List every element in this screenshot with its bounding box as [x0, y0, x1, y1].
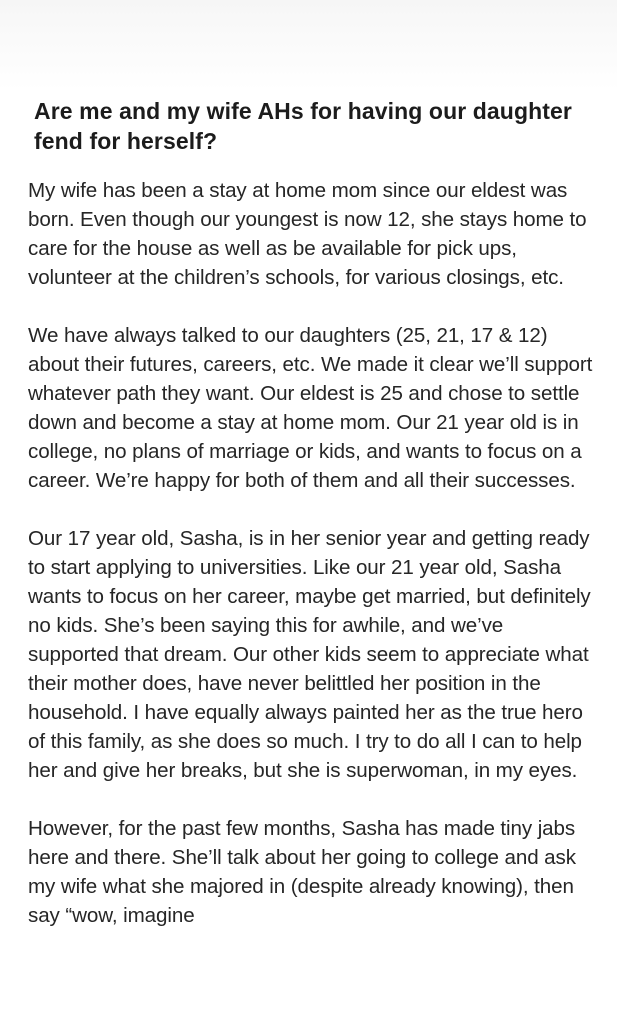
post-article: [28, 96, 598, 930]
post-paragraph-2: We have always talked to our daughters (25, 21, 17 & 12) about their futures, careers, etc. We made it clear we’ll support whatever path they want. Our eldest is 25 and chose to settle down and become a stay at home mom. Our 21 year old is in college, no plans of marriage or kids, and wants to focus on a career. We’re happy for both of them and all their successes.: [28, 324, 593, 492]
post-paragraph-1: My wife has been a stay at home mom since our eldest was born. Even though our youngest is now 12, she stays home to care for the house as well as be available for pick ups, volunteer at the children’s schools, for various closings, etc.: [28, 179, 587, 289]
post-title: Are me and my wife AHs for having our daughter fend for herself?: [34, 98, 572, 154]
top-fade: [0, 0, 617, 90]
post-paragraph-3: Our 17 year old, Sasha, is in her senior year and getting ready to start applying to universities. Like our 21 year old, Sasha wants to focus on her career, maybe get married, but definitely no kids. She’s been saying this for awhile, and we’ve supported that dream. Our other kids seem to appreciate what their mother does, have never belittled her position in the household. I have equally always painted her as the true hero of this family, as she does so much. I try to do all I can to help her and give her breaks, but she is superwoman, in my eyes.: [28, 527, 591, 782]
post-paragraph-4: However, for the past few months, Sasha has made tiny jabs here and there. She’ll talk about her going to college and ask my wife what she majored in (despite already knowing), then say “wow, imagine: [28, 817, 576, 927]
